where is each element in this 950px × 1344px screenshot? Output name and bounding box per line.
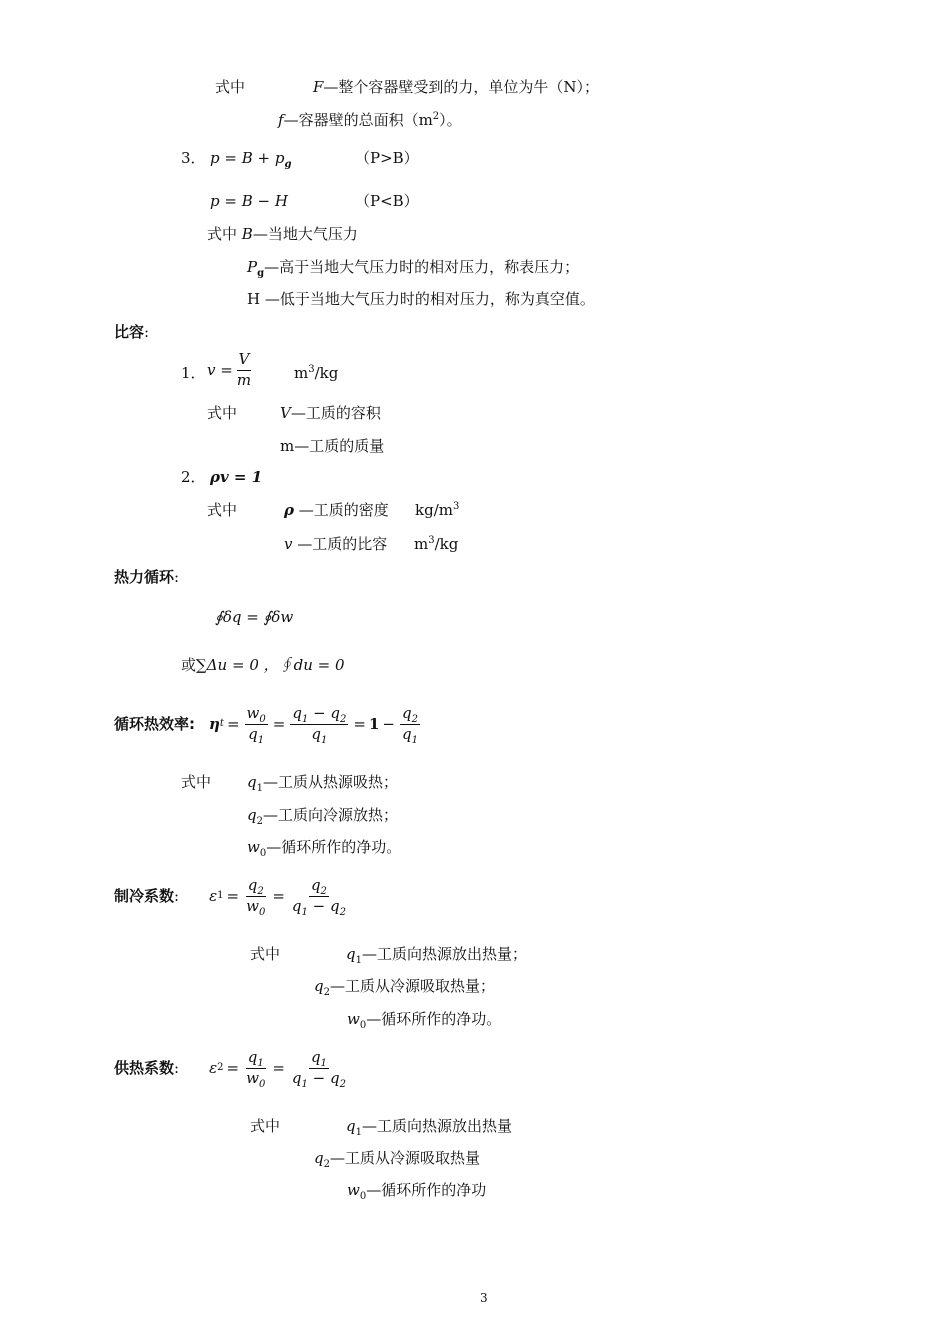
equals-sign: = xyxy=(226,886,240,905)
equation-text: p = B + p xyxy=(210,149,285,167)
desc-rho: —工质的密度 xyxy=(293,501,389,519)
definition-F xyxy=(313,80,599,95)
section-heading-efficiency: 循环热效率: xyxy=(114,714,195,733)
denominator: $q_1$ xyxy=(311,724,328,746)
definition-H: H —低于当地大气压力时的相对压力，称为真空值。 xyxy=(247,290,595,308)
superscript: 3 xyxy=(308,364,315,375)
heading-text: 比容 xyxy=(114,323,145,341)
symbol-v: v xyxy=(284,535,293,553)
desc-F: —整个容器壁受到的力，单位为牛（N）； xyxy=(323,78,600,96)
desc-Pg: —高于当地大气压力时的相对压力，称表压力； xyxy=(264,258,580,276)
definition-w0: $w_0—$循环所作的净功 xyxy=(347,1181,487,1202)
numerator: V xyxy=(237,352,252,371)
definition-q1: $q_1—$工质向热源放出热量； xyxy=(346,945,527,966)
item-number: 1． xyxy=(181,364,206,382)
where-label: 式中 xyxy=(250,1117,281,1135)
unit-text-end: /kg xyxy=(434,535,459,553)
unit xyxy=(414,537,458,552)
equation-cyclic-integral: ∮δq = ∮δw xyxy=(215,608,294,626)
numerator: $q_1$ xyxy=(247,1048,264,1069)
condition-1: （P>B） xyxy=(355,149,419,167)
denominator: m xyxy=(236,370,252,389)
denominator: $q_1 - q_2$ xyxy=(291,896,346,918)
section-heading-specific-volume xyxy=(114,325,149,340)
one: 1 xyxy=(368,714,380,733)
definition-rho xyxy=(284,503,389,518)
where-label: 式中 xyxy=(250,945,281,963)
superscript: 2 xyxy=(432,111,440,122)
section-efficiency: 循环热效率: η t = $\frac{w_0}{q_1}$ = $\frac{q_1 - q_2}{q_1}$ = 1 − $\frac{q_2}{q_1}$ xyxy=(114,704,418,746)
prefix: 或 xyxy=(181,656,197,674)
superscript: 3 xyxy=(452,501,460,512)
desc-f: —容器壁的总面积（m xyxy=(283,111,433,129)
equation-specific-volume xyxy=(207,352,255,389)
numerator: $q_2$ xyxy=(401,704,418,725)
where-label: 式中 xyxy=(181,773,212,791)
subscript: g xyxy=(257,268,265,279)
unit-text: m xyxy=(414,535,429,553)
definition-m: m—工质的质量 xyxy=(280,437,385,455)
symbol-f: f xyxy=(278,111,284,129)
fraction-q2-over-w0 xyxy=(244,876,267,918)
denominator: $q_1$ xyxy=(248,724,265,746)
fraction-w0-over-q1 xyxy=(245,704,268,746)
equals-sign: = xyxy=(226,714,240,733)
item-number: 2． xyxy=(181,468,206,486)
equation-density: ρv = 1 xyxy=(210,468,263,486)
definition-q2: $q_2—$工质从冷源吸取热量 xyxy=(314,1149,480,1170)
lhs: v = xyxy=(207,360,233,379)
unit-text: m xyxy=(294,364,309,382)
page-number: 3 xyxy=(480,1291,488,1305)
equals-sign: = xyxy=(272,1058,285,1077)
symbol-P: P xyxy=(247,258,258,276)
epsilon-symbol: ε xyxy=(209,1058,218,1077)
numerator: $q_2$ xyxy=(310,876,327,897)
numerator: $q_1 - q_2$ xyxy=(292,704,347,725)
eta-symbol: η xyxy=(209,714,220,733)
equation-text: ∑Δu = 0 ，∮du = 0 xyxy=(196,656,345,674)
desc-V: —工质的容积 xyxy=(290,404,381,422)
definition-q1: $q_1—$工质从热源吸热； xyxy=(247,773,398,794)
equals-sign: = xyxy=(226,1058,240,1077)
numerator: $q_1$ xyxy=(310,1048,327,1069)
denominator: $q_1 - q_2$ xyxy=(291,1068,346,1090)
section-heading-cycle xyxy=(114,570,179,585)
section-heading-refrigeration: 制冷系数 xyxy=(114,886,175,905)
where-label: 式中 xyxy=(207,501,238,519)
definition-B xyxy=(207,227,358,242)
definition-q2: $q_2—$工质从冷源吸取热量； xyxy=(314,977,495,998)
equation-internal-energy xyxy=(181,658,345,673)
definition-Pg xyxy=(247,258,580,279)
equals-sign: = xyxy=(353,714,366,733)
where-label: 式中 xyxy=(207,225,238,243)
equation-gauge-pressure xyxy=(210,149,292,170)
definition-q1: $q_1—$工质向热源放出热量 xyxy=(346,1117,512,1138)
fraction-q2-over-difference xyxy=(290,876,348,918)
numerator: $q_2$ xyxy=(247,876,264,897)
denominator: $q_1$ xyxy=(401,724,418,746)
definition-f xyxy=(278,113,462,128)
fraction-q1-over-difference xyxy=(290,1048,348,1090)
desc-B: —当地大气压力 xyxy=(252,225,358,243)
where-label: 式中 xyxy=(215,78,246,96)
definition-q2: $q_2—$工质向冷源放热； xyxy=(247,806,398,827)
fraction xyxy=(235,352,253,389)
symbol-V: V xyxy=(280,404,291,422)
symbol-F: F xyxy=(313,78,324,96)
fraction-heat-difference xyxy=(290,704,348,746)
section-heating: 供热系数 : ε 2 = $\frac{q_1}{w_0}$ = $\frac{q_1}{q_1 - q_2}$ xyxy=(114,1048,346,1090)
unit-text: kg/m xyxy=(415,501,453,519)
unit-text-end: /kg xyxy=(314,364,339,382)
denominator: $w_0$ xyxy=(246,1068,266,1090)
condition-2: （P<B） xyxy=(355,192,419,210)
definition-v xyxy=(284,537,387,552)
fraction-q1-over-w0 xyxy=(244,1048,267,1090)
equation-vacuum: p = B − H xyxy=(210,192,288,210)
section-refrigeration: 制冷系数 : ε 1 = $\frac{q_2}{w_0}$ = $\frac{q_2}{q_1 - q_2}$ xyxy=(114,876,346,918)
heading-colon: : xyxy=(144,323,150,341)
desc-v: —工质的比容 xyxy=(292,535,388,553)
numerator: $w_0$ xyxy=(246,704,266,725)
equals-sign: = xyxy=(272,714,286,733)
item-number: 3． xyxy=(181,149,206,167)
heading-colon: : xyxy=(174,568,180,586)
symbol-B: B xyxy=(241,225,253,243)
subscript: g xyxy=(284,159,292,170)
definition-V xyxy=(280,406,381,421)
superscript: 3 xyxy=(428,535,435,546)
denominator: $w_0$ xyxy=(246,896,266,918)
section-heading-heating: 供热系数 xyxy=(114,1058,175,1077)
where-label: 式中 xyxy=(207,404,238,422)
heading-text: 热力循环 xyxy=(114,568,175,586)
unit xyxy=(294,366,338,381)
definition-w0: $w_0—$循环所作的净功。 xyxy=(247,838,402,859)
fraction-q2-over-q1 xyxy=(400,704,420,746)
desc-f-end: ）。 xyxy=(439,111,462,129)
equals-sign: = xyxy=(272,886,285,905)
heading-colon: : xyxy=(174,1058,180,1077)
definition-w0: $w_0—$循环所作的净功。 xyxy=(347,1010,502,1031)
symbol-rho: ρ xyxy=(284,501,294,519)
unit xyxy=(415,503,459,518)
minus-sign: − xyxy=(382,714,395,733)
epsilon-symbol: ε xyxy=(209,886,218,905)
heading-colon: : xyxy=(174,886,180,905)
